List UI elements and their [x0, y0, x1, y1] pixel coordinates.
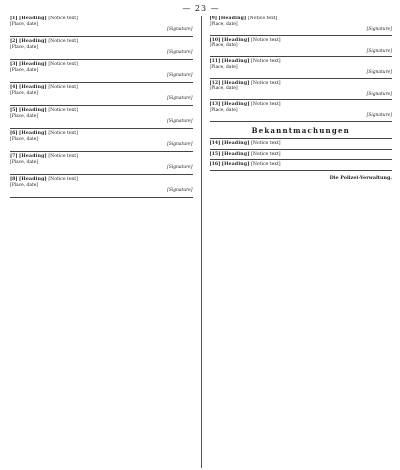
notice-signature: [Signature]	[167, 73, 193, 78]
closing-signature: Die Polizei-Verwaltung.	[329, 174, 392, 181]
notice-body: [Notice text]	[251, 162, 281, 167]
notice-number: [8]	[10, 177, 18, 182]
notice	[10, 177, 193, 194]
notice-body: [Notice text]	[48, 85, 78, 90]
notice	[210, 162, 393, 168]
notice-body: [Notice text]	[48, 108, 78, 113]
notice-body: [Notice text]	[251, 59, 281, 64]
notice-body: [Notice text]	[251, 80, 281, 86]
notice-divider	[10, 36, 193, 37]
notice-number: [2]	[10, 39, 18, 44]
notice-body: [Notice text]	[251, 37, 281, 43]
notice-heading: [Heading]	[221, 151, 250, 157]
notice-place-date: [Place, date]	[10, 182, 39, 188]
notice-signature: [Signature]	[167, 96, 193, 101]
notice-body: [Notice text]	[48, 154, 78, 159]
notice-signature: [Signature]	[167, 142, 193, 147]
notice	[210, 59, 393, 76]
notice	[210, 102, 393, 119]
notice-place-date: [Place, date]	[209, 43, 238, 48]
notice-divider	[210, 149, 393, 150]
notice-number: [16]	[209, 162, 221, 167]
columns	[10, 16, 392, 468]
page-number: — 23 —	[182, 4, 220, 13]
notice-signature: [Signature]	[366, 113, 392, 118]
right-column	[210, 16, 393, 468]
notice-heading: [Heading]	[19, 62, 47, 67]
notice-place-date: [Place, date]	[10, 159, 39, 165]
notice-heading: [Heading]	[19, 39, 47, 44]
notice-body: [Notice text]	[48, 16, 78, 21]
notice-divider	[210, 78, 393, 79]
notice-body: [Notice text]	[251, 102, 281, 107]
notice-number: [5]	[10, 108, 18, 113]
notice-heading: [Heading]	[221, 59, 250, 64]
notice-divider	[10, 128, 193, 129]
notice-place-date: [Place, date]	[209, 21, 238, 27]
notice-place-date: [Place, date]	[10, 67, 39, 73]
notice-divider	[210, 56, 393, 57]
notice-place-date: [Place, date]	[10, 44, 39, 50]
notice	[210, 152, 393, 158]
notice	[210, 81, 393, 98]
notice-place-date: [Place, date]	[10, 90, 39, 96]
notice-number: [3]	[10, 62, 18, 67]
column-divider	[201, 16, 202, 468]
notice	[210, 141, 393, 147]
divider	[210, 138, 393, 139]
notice-heading: [Heading]	[221, 141, 250, 146]
notice-body: [Notice text]	[48, 177, 78, 182]
notice-body: [Notice text]	[48, 62, 78, 67]
notice-number: [14]	[209, 141, 221, 146]
notice-body: [Notice text]	[247, 16, 278, 21]
notice-signature: [Signature]	[167, 188, 193, 193]
notice-place-date: [Place, date]	[209, 64, 238, 70]
notice	[10, 154, 193, 171]
notice-number: [11]	[209, 59, 221, 64]
notice-number: [15]	[209, 151, 221, 157]
notice-number: [13]	[209, 102, 221, 107]
notice-heading: [Heading]	[221, 102, 250, 107]
notice	[10, 85, 193, 102]
notice-divider	[10, 151, 193, 152]
notice-signature: [Signature]	[167, 119, 193, 124]
notice-heading: [Heading]	[221, 37, 250, 43]
notice	[210, 16, 393, 33]
notice-body: [Notice text]	[48, 39, 78, 44]
notice	[10, 108, 193, 125]
notice	[210, 38, 393, 55]
notice-body: [Notice text]	[251, 141, 281, 146]
announcements	[210, 141, 393, 173]
notice-heading: [Heading]	[221, 162, 250, 167]
notice-number: [6]	[10, 131, 18, 136]
notice-number: [12]	[209, 80, 221, 86]
notice-number: [10]	[209, 37, 221, 43]
notice-heading: [Heading]	[221, 80, 250, 86]
notice-heading: [Heading]	[19, 177, 47, 182]
notice-number: [7]	[10, 154, 18, 159]
notice-heading: [Heading]	[19, 85, 47, 90]
notice-number: [9]	[209, 16, 218, 21]
notice-divider	[210, 35, 393, 36]
left-column	[10, 16, 193, 468]
notice	[10, 62, 193, 79]
notice-heading: [Heading]	[218, 16, 247, 21]
notice-place-date: [Place, date]	[209, 107, 238, 113]
notice-heading: [Heading]	[19, 108, 47, 113]
section-heading: Bekanntmachungen	[251, 125, 350, 135]
notice-heading: [Heading]	[19, 131, 47, 136]
notice-divider	[210, 99, 393, 100]
notice-divider	[210, 159, 393, 160]
notice-signature: [Signature]	[366, 27, 392, 32]
notice-divider	[10, 59, 193, 60]
notice-place-date: [Place, date]	[10, 136, 39, 142]
notice	[10, 39, 193, 56]
notice-number: [4]	[10, 85, 18, 90]
notice-heading: [Heading]	[19, 16, 47, 21]
notice-divider	[10, 174, 193, 175]
notice	[10, 16, 193, 33]
notice-divider	[210, 170, 393, 171]
notice-place-date: [Place, date]	[209, 86, 238, 91]
notice-signature: [Signature]	[366, 70, 392, 75]
notice-divider	[10, 82, 193, 83]
notice-place-date: [Place, date]	[10, 113, 39, 119]
notice-number: [1]	[10, 16, 18, 21]
right-column-notices	[210, 16, 393, 124]
notice-place-date: [Place, date]	[10, 21, 39, 27]
notice-body: [Notice text]	[48, 131, 78, 136]
notice-signature: [Signature]	[167, 50, 193, 55]
notice-signature: [Signature]	[167, 27, 193, 32]
notice-signature: [Signature]	[366, 48, 392, 54]
notice-signature: [Signature]	[167, 165, 193, 170]
notice-divider	[10, 197, 193, 198]
notice-divider	[10, 105, 193, 106]
notice-signature: [Signature]	[366, 91, 392, 97]
notice-heading: [Heading]	[19, 154, 47, 159]
notice-divider	[210, 121, 393, 122]
notice	[10, 131, 193, 148]
notice-body: [Notice text]	[251, 151, 281, 157]
